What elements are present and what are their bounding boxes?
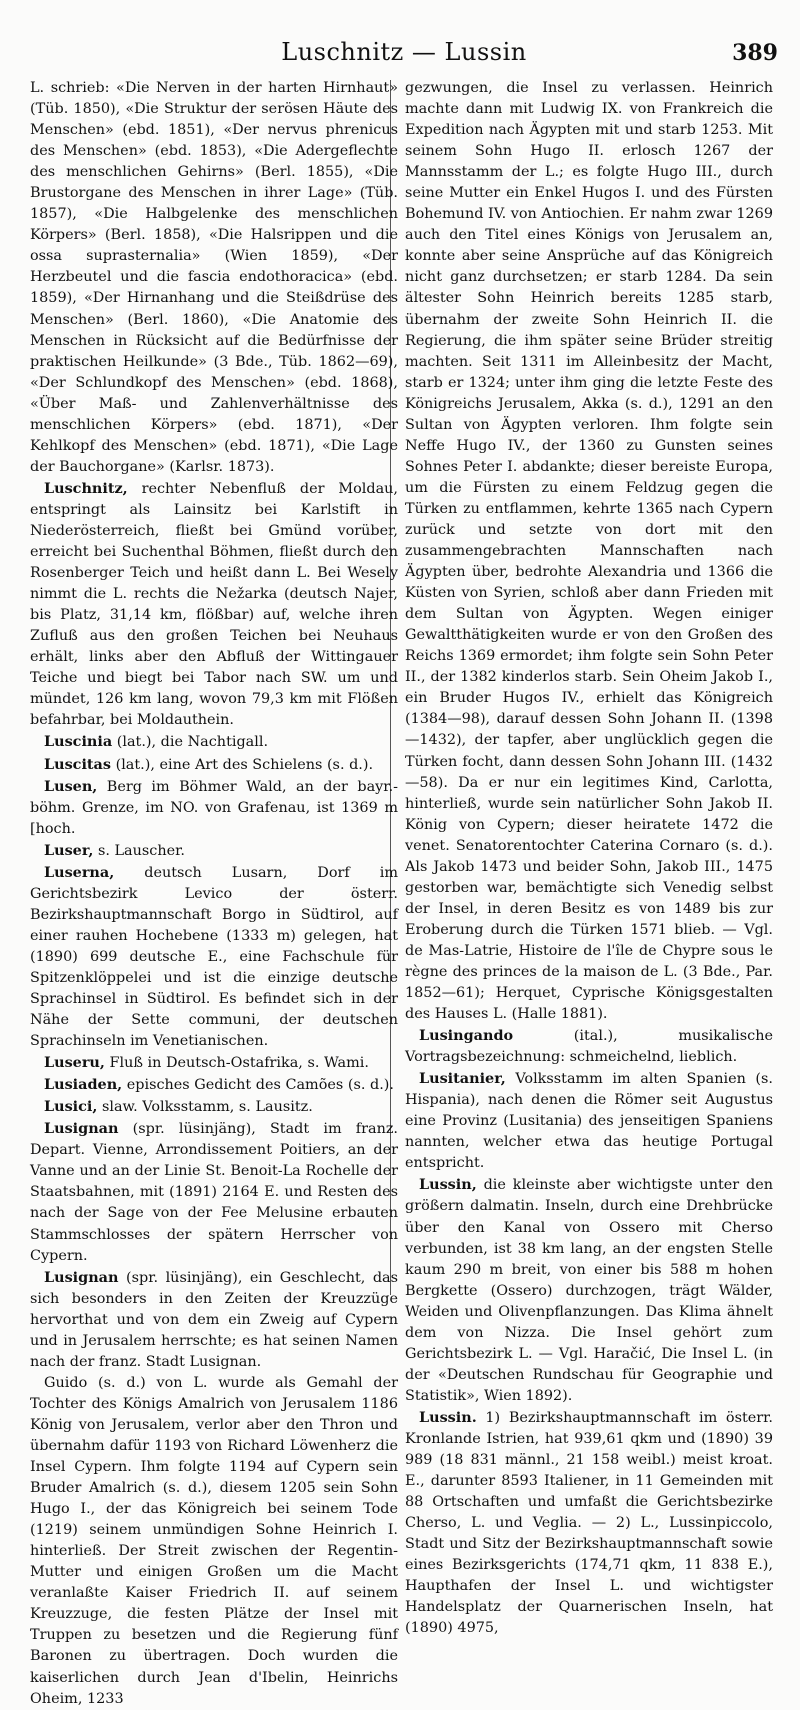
guido-paragraph: Guido (s. d.) von L. wurde als Gemahl der Tochter des Königs Amalrich von Jerusalem 1186 König von Jerusalem, verlor aber den Thron und übernahm dafür 1193 von Richard Löwenherz die Insel Cypern. Ihm folgte 1194 auf Cypern sein Bruder Amalrich (s. d.), diesem 1205 sein Sohn Hugo I., der das Königreich bei seinem Tode (1219) seinem unmündigen Sohne Heinrich I. hinterließ. Der Streit zwischen der Regentin-Mutter und einigen Großen um die Macht veranlaßte Kaiser Friedrich II. auf seinem Kreuzzuge, die festen Plätze der Insel mit Truppen zu besetzen und die Regierung fünf Baronen zu übertragen. Doch wurden die kaiserlichen durch Jean d'Ibelin, Heinrichs Oheim, 1233 — [30, 1374, 398, 1707]
running-head: Luschnitz — Lussin — [281, 38, 527, 66]
entry-text: (lat.), die Nachtigall. — [116, 734, 269, 751]
entry-text: episches Gedicht des Camões (s. d.). — [126, 1077, 394, 1094]
headword: Lussin, — [419, 1176, 477, 1194]
entry-text: (spr. lüsinjäng), ein Geschlecht, das sich besonders in den Zeiten der Kreuzzüge hervorthat und von dem ein Zweig auf Cypern und in Jerusalem herrschte; es hat seinen Namen nach der franz. Stadt Lusignan. — [30, 1269, 399, 1370]
entry-luscitas — [30, 754, 398, 776]
entry-text: deutsch Lusarn, Dorf im Gerichtsbezirk Levico der österr. Bezirkshauptmannschaft Borgo in Südtirol, auf einer rauhen Hochebene (1333 m) gelegen, hat (1890) 699 deutsche E., eine Fachschule für Spitzenklöppelei und ist die einzige deutsche Sprachinsel in Südtirol. Es befindet sich in der Nähe der Sette communi, der deutschen Sprachinseln im Venetianischen. — [30, 864, 398, 1050]
entry-luserna — [30, 862, 398, 1052]
headword: Luserna, — [44, 863, 115, 881]
entry-luschnitz — [30, 478, 398, 732]
page-header — [30, 38, 778, 72]
entry-text: rechter Nebenfluß der Moldau, entspringt als Lainsitz bei Karlstift in Niederösterreich, fließt bei Gmünd vorüber, erreicht bei Suchenthal Böhmen, fließt durch den Rosenberger Teich und heißt dann L. Bei Wesely nimmt die L. rechts die Nežarka (deutsch Najer, bis Platz, 31,14 km, flößbar) auf, welche ihren Zufluß aus den großen Teichen bei Neuhaus erhält, links aber den Abfluß der Wittingauer Teiche und biegt bei Tabor nach SW. um und mündet, 126 km lang, wovon 79,3 km mit Flößen befahrbar, bei Moldauthein. — [30, 480, 399, 729]
entry-text: 1) Bezirkshauptmannschaft im österr. Kronlande Istrien, hat 939,61 qkm und (1890) 39 989 (18 831 männl., 21 158 weibl.) meist kroat. E., darunter 8593 Italiener, in 11 Gemeinden mit 88 Ortschaften und umfaßt die Gerichtsbezirke Cherso, L. und Veglia. — 2) L., Lussinpiccolo, Stadt und Sitz der Bezirkshauptmannschaft sowie eines Bezirksgerichts (174,71 qkm, 11 838 E.), Haupthafen der Insel L. und wichtigster Handelsplatz der Quarnerischen Inseln, hat (1890) 4975, — [405, 1409, 773, 1637]
continued-paragraph: L. schrieb: «Die Nerven in der harten Hirnhaut» (Tüb. 1850), «Die Struktur der serösen Häute des Menschen» (ebd. 1851), «Der nervus phrenicus des Menschen» (ebd. 1853), «Die Adergeflechte des menschlichen Gehirns» (Berl. 1855), «Die Brustorgane des Menschen in ihrer Lage» (Tüb. 1857), «Die Halbgelenke des menschlichen Körpers» (Berl. 1858), «Die Halsrippen und die ossa suprasternalia» (Wien 1859), «Der Herzbeutel und die fascia endothoracica» (ebd. 1859), «Der Hirnanhang und die Steißdrüse des Menschen» (Berl. 1860), «Die Anatomie des Menschen in Rücksicht auf die Bedürfnisse der praktischen Heilkunde» (3 Bde., Tüb. 1862—69), «Der Schlundkopf des Menschen» (ebd. 1868), «Über Maß- und Zahlenverhältnisse des menschlichen Körpers» (ebd. 1871), «Der Kehlkopf des Menschen» (ebd. 1871), «Die Lage der Bauchorgane» (Karlsr. 1873). — [30, 80, 398, 475]
left-column — [30, 78, 398, 1710]
entry-luscinia — [30, 731, 398, 753]
entry-text: Fluß in Deutsch-Ostafrika, s. Wami. — [109, 1055, 369, 1072]
headword: Luschnitz, — [44, 479, 128, 497]
entry-lusignan-stadt — [30, 1118, 398, 1266]
entry-text: die kleinste aber wichtigste unter den größern dalmatin. Inseln, durch eine Drehbrücke über den Kanal von Ossero mit Cherso verbunden, ist 38 km lang, an der engsten Stelle kaum 290 m breit, von einer bis 588 m hohen Bergkette (Ossero) durchzogen, trägt Wälder, Weiden und Olivenpflanzungen. Das Klima ähnelt dem von Nizza. Die Insel gehört zum Gerichtsbezirk L. — Vgl. Haračić, Die Insel L. (in der «Deutschen Rundschau für Geographie und Statistik», Wien 1892). — [405, 1177, 773, 1404]
headword: Lusiaden, — [44, 1076, 123, 1094]
headword: Luseru, — [44, 1054, 105, 1072]
headword: Lusingando — [419, 1027, 514, 1045]
entry-text: s. Lauscher. — [97, 842, 186, 859]
headword: Luser, — [44, 841, 94, 859]
page-number: 389 — [732, 40, 778, 66]
continued-paragraph: gezwungen, die Insel zu verlassen. Heinrich machte dann mit Ludwig IX. von Frankreich die Expedition nach Ägypten mit und starb 1253. Mit seinem Sohn Hugo II. erlosch 1267 der Mannsstamm der L.; es folgte Hugo III., durch seine Mutter ein Enkel Hugos I. und des Fürsten Bohemund IV. von Antiochien. Er nahm zwar 1269 auch den Titel eines Königs von Jerusalem an, konnte aber seine Ansprüche auf das Königreich nicht ganz durchsetzen; er starb 1284. Da sein ältester Sohn Heinrich bereits 1285 starb, übernahm der zweite Sohn Heinrich II. die Regierung, die ihm später seine Brüder streitig machten. Seit 1311 im Alleinbesitz der Macht, starb er 1324; unter ihm ging die letzte Feste des Königreichs Jerusalem, Akka (s. d.), 1291 an den Sultan von Ägypten verloren. Ihm folgte sein Neffe Hugo IV., der 1360 zu Gunsten seines Sohnes Peter I. abdankte; dieser bereiste Europa, um die Fürsten zu einem Feldzug gegen die Türken zu entflammen, kehrte 1365 nach Cypern zurück und setzte von dort mit den zusammengebrachten Mannschaften nach Ägypten über, bedrohte Alexandria und 1366 die Küsten von Syrien, schloß aber dann Frieden mit dem Sultan von Ägypten. Wegen einiger Gewaltthätigkeiten wurde er von den Großen des Reichs 1369 ermordet; ihm folgte sein Sohn Peter II., der 1382 kinderlos starb. Sein Oheim Jakob I., ein Bruder Hugos IV., erhielt das Königreich (1384—98), darauf dessen Sohn Johann II. (1398—1432), der tapfer, aber unglücklich gegen die Türken focht, dann dessen Sohn Johann III. (1432—58). Da er nur ein legitimes Kind, Carlotta, hinterließ, wurde sein natürlicher Sohn Jakob II. König von Cypern; dieser heiratete 1472 die venet. Senatorentochter Caterina Cornaro (s. d.). Als Jakob 1473 und beider Sohn, Jakob III., 1475 gestorben war, bemächtigte sich Venedig selbst der Insel, in deren Besitz es von 1489 bis zur Eroberung durch die Türken 1571 blieb. — Vgl. de Mas-Latrie, Histoire de l'île de Chypre sous le règne des princes de la maison de L. (3 Bde., Par. 1852—61); Herquet, Cyprische Königsgestalten des Hauses L. (Halle 1881). — [405, 80, 773, 1023]
headword: Lussin. — [419, 1408, 477, 1426]
entry-luseru — [30, 1052, 398, 1074]
entry-text: Volksstamm im alten Spanien (s. Hispania), nach denen die Römer seit Augustus eine Provinz (Lusitania) des jenseitigen Spaniens nannten, welcher etwa das heutige Portugal entspricht. — [405, 1071, 773, 1172]
entry-lussin-insel — [405, 1174, 773, 1407]
entry-lusignan-geschlecht — [30, 1267, 398, 1373]
entry-lusitanier — [405, 1068, 773, 1174]
headword: Lusitanier, — [419, 1070, 506, 1088]
entry-text: (lat.), eine Art des Schielens (s. d.). — [115, 756, 374, 773]
headword: Lusen, — [44, 777, 98, 795]
entry-luser — [30, 840, 398, 862]
headword: Luscitas — [44, 755, 111, 773]
entry-lusen — [30, 776, 398, 840]
entry-lussin-bezirk — [405, 1407, 773, 1640]
headword: Luscinia — [44, 733, 113, 751]
entry-lusiaden — [30, 1074, 398, 1096]
entry-lusici — [30, 1096, 398, 1118]
entry-text: (spr. lüsinjäng), Stadt im franz. Depart. Vienne, Arrondissement Poitiers, an der Vanne und an der Linie St. Benoit-La Rochelle der Staatsbahnen, mit (1891) 2164 E. und Resten des nach der Sage von der Fee Melusine erbauten Stammschlosses der spätern Herrscher von Cypern. — [30, 1121, 398, 1264]
headword: Lusici, — [44, 1098, 98, 1116]
entry-text: slaw. Volksstamm, s. Lausitz. — [101, 1099, 313, 1116]
right-column — [405, 78, 773, 1639]
headword: Lusignan — [44, 1268, 119, 1286]
entry-lusingando — [405, 1025, 773, 1068]
headword: Lusignan — [44, 1120, 119, 1138]
entry-text: (ital.), musikalische Vortragsbezeichnung: schmeichelnd, lieblich. — [405, 1028, 774, 1066]
entry-text: Berg im Böhmer Wald, an der bayr.-böhm. Grenze, im NO. von Grafenau, ist 1369 m [hoch. — [30, 778, 399, 837]
